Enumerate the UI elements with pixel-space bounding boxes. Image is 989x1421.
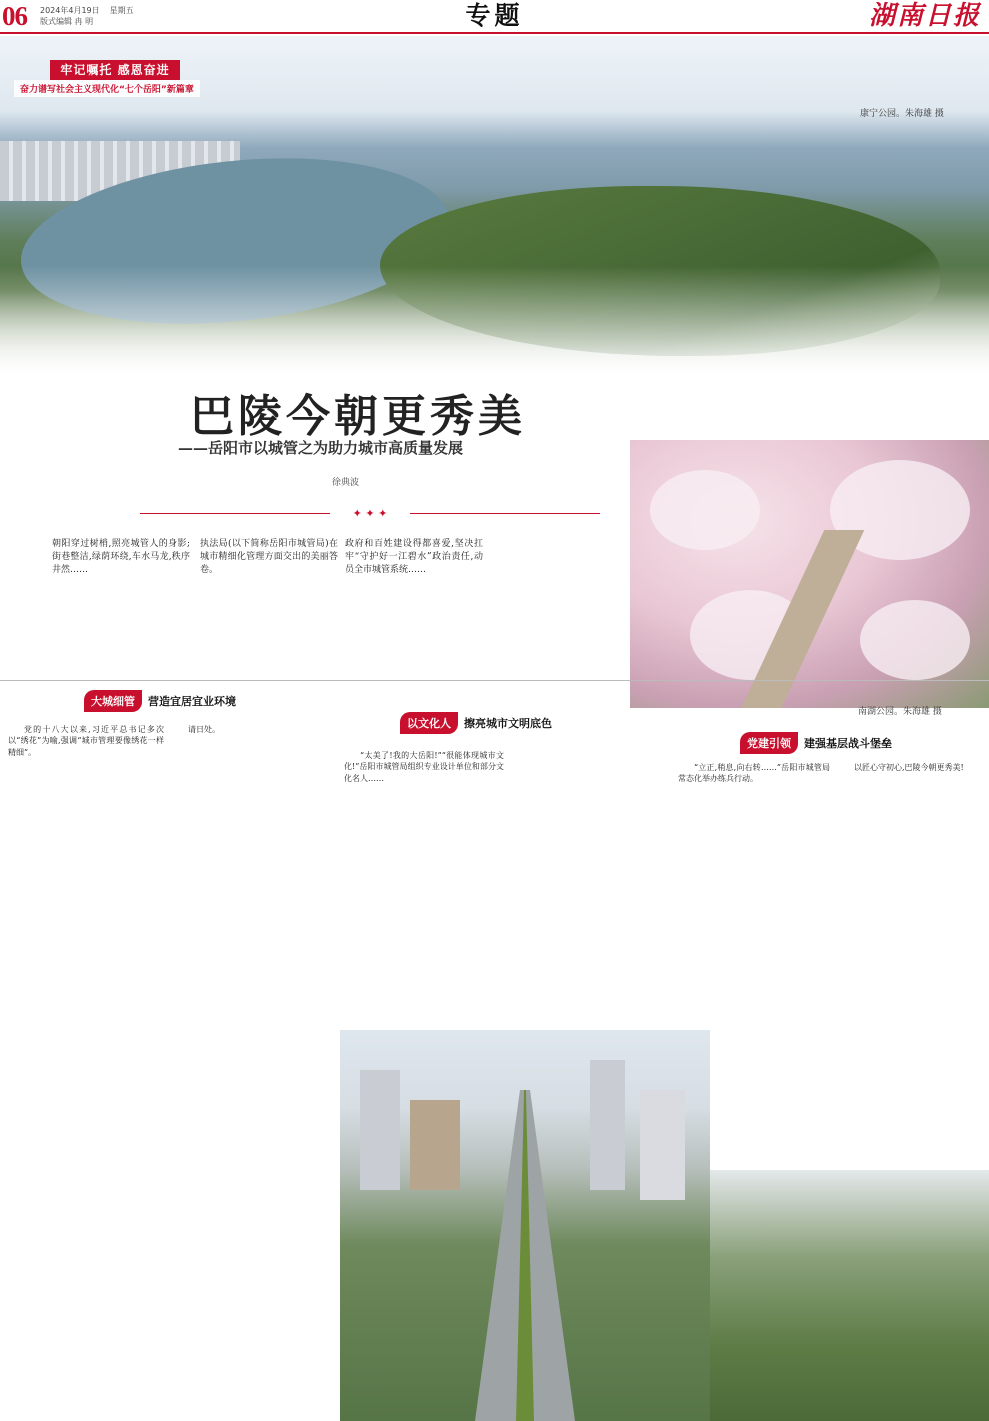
article-subtitle: ——岳阳市以城管之为助力城市高质量发展 — [178, 439, 464, 457]
section-1-badge: 大城细管 — [84, 690, 142, 712]
divider-ornament: ✦ ✦ ✦ — [140, 507, 600, 521]
campaign-subtitle: 奋力谱写社会主义现代化“七个岳阳”新篇章 — [14, 80, 200, 97]
section-3-header — [740, 732, 892, 754]
intro-col-1: 朝阳穿过树梢,照亮城管人的身影;街巷整洁,绿荫环绕,车水马龙,秩序井然…… — [52, 539, 190, 575]
section-1-col-2 — [172, 724, 332, 1414]
section-1-col-1 — [8, 724, 164, 1414]
intro-col-3: 政府和百姓建设得都喜爱,坚决扛牢“守护好一江碧水”政治责任,动员全市城管系统…… — [345, 539, 483, 575]
article-title: 巴陵今朝更秀美 — [190, 391, 526, 442]
section-2-badge: 以文化人 — [400, 712, 458, 734]
section-3-col-2 — [838, 762, 986, 1162]
section-2-col-1 — [344, 750, 504, 1025]
section-1-heading: 营造宜居宜业环境 — [148, 695, 236, 708]
campaign-tag: 牢记嘱托 感恩奋进 — [50, 60, 180, 80]
section-2-col-2 — [512, 750, 672, 1025]
section-2-heading: 擦亮城市文明底色 — [464, 717, 552, 730]
section-3-lead: “立正,稍息,向右转……”岳阳市城管局常态化举办练兵行动。 — [678, 763, 830, 784]
closing-line: 以匠心守初心,巴陵今朝更秀美! — [854, 763, 964, 772]
masthead — [0, 0, 989, 34]
avenue-aerial-photo — [340, 1030, 710, 1421]
issue-date: 2024年4月19日 — [40, 6, 100, 15]
section-rule — [0, 680, 989, 681]
section-3-badge: 党建引领 — [740, 732, 798, 754]
page-number: 06 — [2, 1, 27, 31]
article-author: 徐典波 — [332, 478, 360, 488]
side-photo-credit: 南湖公园。朱海雄 摄 — [858, 707, 942, 717]
newspaper-logo: 湖南日报 — [868, 1, 981, 31]
intro-col-2: 执法局(以下简称岳阳市城管局)在城市精细化管理方面交出的美丽答卷。 — [200, 539, 338, 575]
section-2-header — [400, 712, 552, 734]
park-blossom-photo — [630, 440, 989, 708]
editors: 版式编辑 冉 明 — [40, 17, 94, 26]
continuation-marker: 请日处。 — [188, 725, 220, 734]
section-1-lead: 党的十八大以来,习近平总书记多次以“绣花”为喻,强调“城市管理要像绣花一样精细”。 — [8, 725, 164, 757]
section-3-heading: 建强基层战斗堡垒 — [804, 737, 892, 750]
greenbelt-photo — [710, 1170, 989, 1421]
section-2-lead: “太美了!我的大岳阳!”“很能体现城市文化!”岳阳市城管局组织专业设计单位和部分文化名人…… — [344, 751, 504, 783]
section-1-header — [84, 690, 236, 712]
hero-photo-credit: 康宁公园。朱海雄 摄 — [860, 109, 944, 119]
section-title: 专题 — [465, 1, 524, 30]
weekday: 星期五 — [109, 6, 134, 15]
